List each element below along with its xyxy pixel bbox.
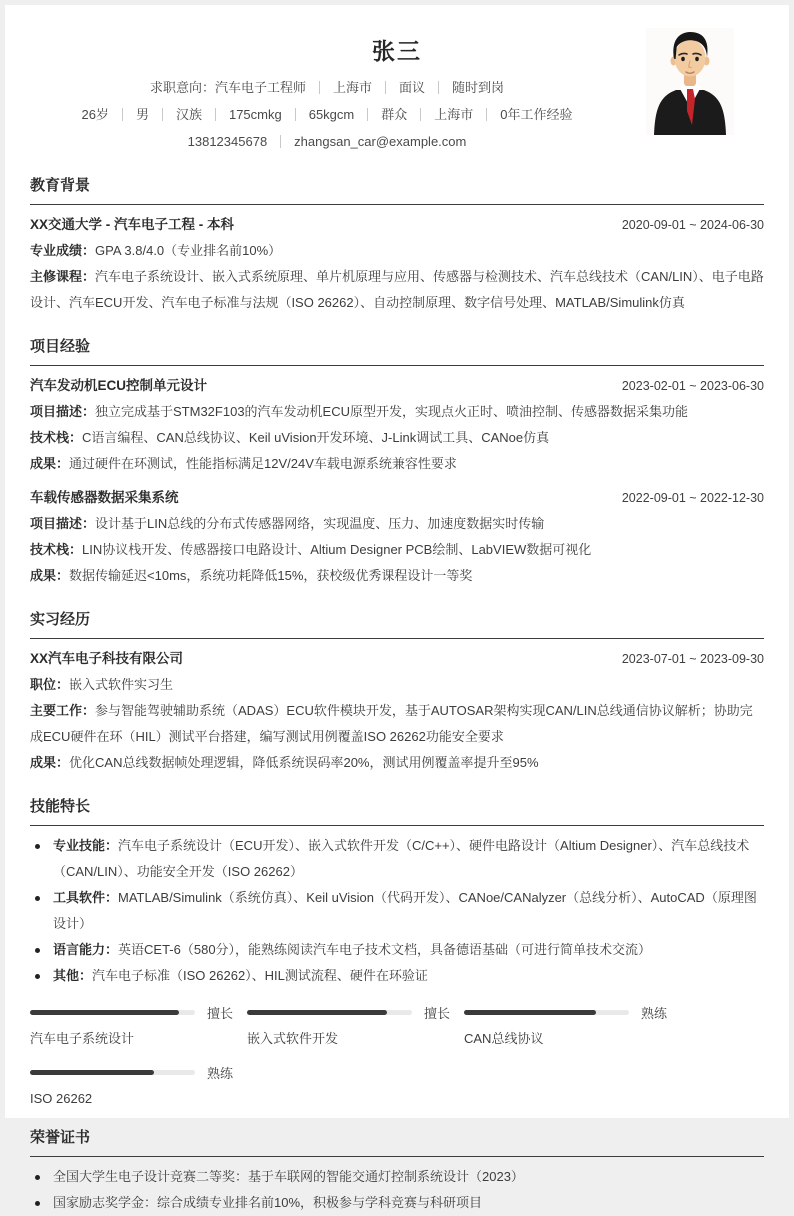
section-title: 实习经历 bbox=[30, 604, 764, 639]
skill-bars bbox=[30, 1003, 764, 1107]
internship-entry bbox=[30, 646, 764, 776]
bullet-text bbox=[53, 885, 764, 937]
section-title: 技能特长 bbox=[30, 791, 764, 826]
section-skills bbox=[30, 791, 764, 1107]
bullet-icon bbox=[35, 974, 40, 979]
bar-track bbox=[30, 1070, 195, 1075]
date-range: 2023-07-01 ~ 2023-09-30 bbox=[621, 652, 764, 666]
school-name: XX交通大学 - 汽车电子工程 - 本科 bbox=[30, 217, 235, 232]
divider bbox=[122, 108, 123, 121]
section-title: 教育背景 bbox=[30, 170, 764, 205]
bullet-icon bbox=[35, 948, 40, 953]
skill-bullet bbox=[30, 885, 764, 937]
phone-number: 13812345678 bbox=[187, 134, 268, 149]
row-label: 语言能力： bbox=[53, 942, 119, 957]
job-intent-line bbox=[30, 74, 624, 101]
divider bbox=[319, 81, 320, 94]
row-label: 成果： bbox=[30, 456, 70, 471]
row-label: 项目描述： bbox=[30, 404, 96, 419]
row-text: LIN协议栈开发、传感器接口电路设计、Altium Designer PCB绘制、LabVIEW数据可视化 bbox=[82, 542, 592, 557]
project-desc-row bbox=[30, 399, 764, 425]
bullet-icon bbox=[35, 1201, 40, 1206]
bar-track bbox=[464, 1010, 629, 1015]
honor-text: 国家励志奖学金：综合成绩专业排名前10%，积极参与学科竞赛与科研项目 bbox=[53, 1195, 483, 1210]
skill-level: 熟练 bbox=[207, 1066, 234, 1081]
work-years: 0年工作经验 bbox=[500, 107, 573, 122]
skill-name: 嵌入式软件开发 bbox=[247, 1031, 339, 1046]
honor-bullet bbox=[30, 1190, 764, 1216]
skill-name: 汽车电子系统设计 bbox=[30, 1031, 135, 1046]
height: 175cmkg bbox=[228, 107, 282, 122]
political-status: 群众 bbox=[381, 107, 408, 122]
divider bbox=[420, 108, 421, 121]
bar-fill bbox=[30, 1010, 179, 1015]
row-text: MATLAB/Simulink（系统仿真）、Keil uVision（代码开发）、CANoe/CANalyzer（总线分析）、AutoCAD（原理图设计） bbox=[53, 890, 757, 931]
entry-head bbox=[30, 373, 764, 399]
row-label: 其他： bbox=[53, 968, 93, 983]
divider bbox=[215, 108, 216, 121]
row-text: 汽车电子系统设计、嵌入式系统原理、单片机原理与应用、传感器与检测技术、汽车总线技术（CAN/LIN）、电子电路设计、汽车ECU开发、汽车电子标准与法规（ISO 26262）、自动控制原理、数字信号处理、MATLAB/Simulink仿真 bbox=[30, 269, 764, 310]
availability: 随时到岗 bbox=[452, 80, 505, 95]
entry-head bbox=[30, 212, 764, 238]
bullet-text bbox=[53, 963, 764, 989]
row-text: 英语CET-6（580分），能熟练阅读汽车电子技术文档，具备德语基础（可进行简单技术交流） bbox=[118, 942, 652, 957]
bar-row bbox=[30, 1063, 247, 1082]
row-text: 汽车电子标准（ISO 26262）、HIL测试流程、硬件在环验证 bbox=[92, 968, 428, 983]
bar-track bbox=[247, 1010, 412, 1015]
weight: 65kgcm bbox=[308, 107, 355, 122]
bar-row bbox=[30, 1003, 247, 1022]
divider bbox=[295, 108, 296, 121]
honor-text: 全国大学生电子设计竞赛二等奖：基于车联网的智能交通灯控制系统设计（2023） bbox=[53, 1169, 524, 1184]
company-name: XX汽车电子科技有限公司 bbox=[30, 651, 184, 666]
skill-level: 擅长 bbox=[207, 1006, 234, 1021]
bar-row bbox=[247, 1003, 464, 1022]
bar-fill bbox=[464, 1010, 596, 1015]
email-address: zhangsan_car@example.com bbox=[294, 134, 467, 149]
bullet-icon bbox=[35, 896, 40, 901]
date-range: 2020-09-01 ~ 2024-06-30 bbox=[621, 218, 764, 232]
divider bbox=[385, 81, 386, 94]
salary: 面议 bbox=[399, 80, 426, 95]
row-label: 成果： bbox=[30, 755, 70, 770]
section-projects bbox=[30, 331, 764, 589]
gpa-row bbox=[30, 238, 764, 264]
divider bbox=[280, 135, 281, 148]
section-education bbox=[30, 170, 764, 316]
personal-info-line bbox=[30, 101, 624, 128]
skill-bar bbox=[30, 1003, 247, 1047]
project-name: 车载传感器数据采集系统 bbox=[30, 490, 179, 505]
tech-stack-row bbox=[30, 537, 764, 563]
bar-fill bbox=[30, 1070, 154, 1075]
skill-level: 擅长 bbox=[424, 1006, 451, 1021]
row-label: 项目描述： bbox=[30, 516, 96, 531]
ethnicity: 汉族 bbox=[175, 107, 202, 122]
row-text: 数据传输延迟<10ms，系统功耗降低15%，获校级优秀课程设计一等奖 bbox=[69, 568, 473, 583]
candidate-name: 张三 bbox=[372, 38, 422, 64]
position-row bbox=[30, 672, 764, 698]
profile-photo bbox=[646, 28, 734, 135]
entry-head bbox=[30, 646, 764, 672]
courses-row bbox=[30, 264, 764, 316]
bar-row bbox=[464, 1003, 681, 1022]
row-label: 专业成绩： bbox=[30, 243, 96, 258]
row-label: 技术栈： bbox=[30, 430, 83, 445]
date-range: 2023-02-01 ~ 2023-06-30 bbox=[621, 379, 764, 393]
divider bbox=[438, 81, 439, 94]
skill-name: ISO 26262 bbox=[30, 1091, 93, 1106]
bar-track bbox=[30, 1010, 195, 1015]
age: 26岁 bbox=[81, 107, 109, 122]
location: 上海市 bbox=[434, 107, 474, 122]
header bbox=[30, 5, 764, 155]
entry-head bbox=[30, 485, 764, 511]
row-text: C语言编程、CAN总线协议、Keil uVision开发环境、J-Link调试工具、CANoe仿真 bbox=[82, 430, 550, 445]
row-text: 嵌入式软件实习生 bbox=[69, 677, 174, 692]
section-title: 项目经验 bbox=[30, 331, 764, 366]
result-row bbox=[30, 451, 764, 477]
section-internship bbox=[30, 604, 764, 776]
skill-level: 熟练 bbox=[641, 1006, 668, 1021]
resume-page bbox=[5, 5, 789, 1210]
project-entry bbox=[30, 373, 764, 477]
duties-row bbox=[30, 698, 764, 750]
row-text: 通过硬件在环测试，性能指标满足12V/24V车载电源系统兼容性要求 bbox=[69, 456, 457, 471]
contact-block bbox=[30, 74, 624, 155]
row-label: 工具软件： bbox=[53, 890, 119, 905]
project-desc-row bbox=[30, 511, 764, 537]
row-text: 设计基于LIN总线的分布式传感器网络，实现温度、压力、加速度数据实时传输 bbox=[95, 516, 545, 531]
row-text: 独立完成基于STM32F103的汽车发动机ECU原型开发，实现点火正时、喷油控制、传感器数据采集功能 bbox=[95, 404, 688, 419]
divider bbox=[367, 108, 368, 121]
skill-bullet bbox=[30, 963, 764, 989]
skill-bar bbox=[464, 1003, 681, 1047]
contact-detail-line bbox=[30, 128, 624, 155]
education-entry bbox=[30, 212, 764, 316]
skill-bar bbox=[247, 1003, 464, 1047]
bullet-text bbox=[53, 833, 764, 885]
skill-name: CAN总线协议 bbox=[464, 1031, 544, 1046]
gender: 男 bbox=[135, 107, 149, 122]
bullet-text bbox=[53, 937, 764, 963]
bar-fill bbox=[247, 1010, 387, 1015]
row-label: 专业技能： bbox=[53, 838, 119, 853]
row-text: 优化CAN总线数据帧处理逻辑，降低系统误码率20%，测试用例覆盖率提升至95% bbox=[69, 755, 539, 770]
divider bbox=[162, 108, 163, 121]
bullet-icon bbox=[35, 844, 40, 849]
row-label: 职位： bbox=[30, 677, 70, 692]
honor-bullet bbox=[30, 1164, 764, 1190]
bullet-icon bbox=[35, 1175, 40, 1180]
result-row bbox=[30, 750, 764, 776]
skill-bullet bbox=[30, 833, 764, 885]
row-text: GPA 3.8/4.0（专业排名前10%） bbox=[95, 243, 282, 258]
row-label: 主要工作： bbox=[30, 703, 96, 718]
row-text: 参与智能驾驶辅助系统（ADAS）ECU软件模块开发，基于AUTOSAR架构实现CAN/LIN总线通信协议解析；协助完成ECU硬件在环（HIL）测试平台搭建，编写测试用例覆盖ISO 26262功能安全要求 bbox=[30, 703, 753, 744]
row-label: 主修课程： bbox=[30, 269, 96, 284]
divider bbox=[486, 108, 487, 121]
row-label: 成果： bbox=[30, 568, 70, 583]
project-name: 汽车发动机ECU控制单元设计 bbox=[30, 378, 208, 393]
row-label: 技术栈： bbox=[30, 542, 83, 557]
section-title: 荣誉证书 bbox=[30, 1122, 764, 1157]
skill-bullet bbox=[30, 937, 764, 963]
tech-stack-row bbox=[30, 425, 764, 451]
row-text: 汽车电子系统设计（ECU开发）、嵌入式软件开发（C/C++）、硬件电路设计（Altium Designer）、汽车总线技术（CAN/LIN）、功能安全开发（ISO 26262） bbox=[53, 838, 750, 879]
job-city: 上海市 bbox=[332, 80, 372, 95]
project-entry bbox=[30, 485, 764, 589]
skill-bar bbox=[30, 1063, 247, 1107]
section-honors bbox=[30, 1122, 764, 1216]
job-intent: 求职意向：汽车电子工程师 bbox=[149, 80, 306, 95]
result-row bbox=[30, 563, 764, 589]
avatar-illustration bbox=[646, 28, 734, 135]
date-range: 2022-09-01 ~ 2022-12-30 bbox=[621, 491, 764, 505]
